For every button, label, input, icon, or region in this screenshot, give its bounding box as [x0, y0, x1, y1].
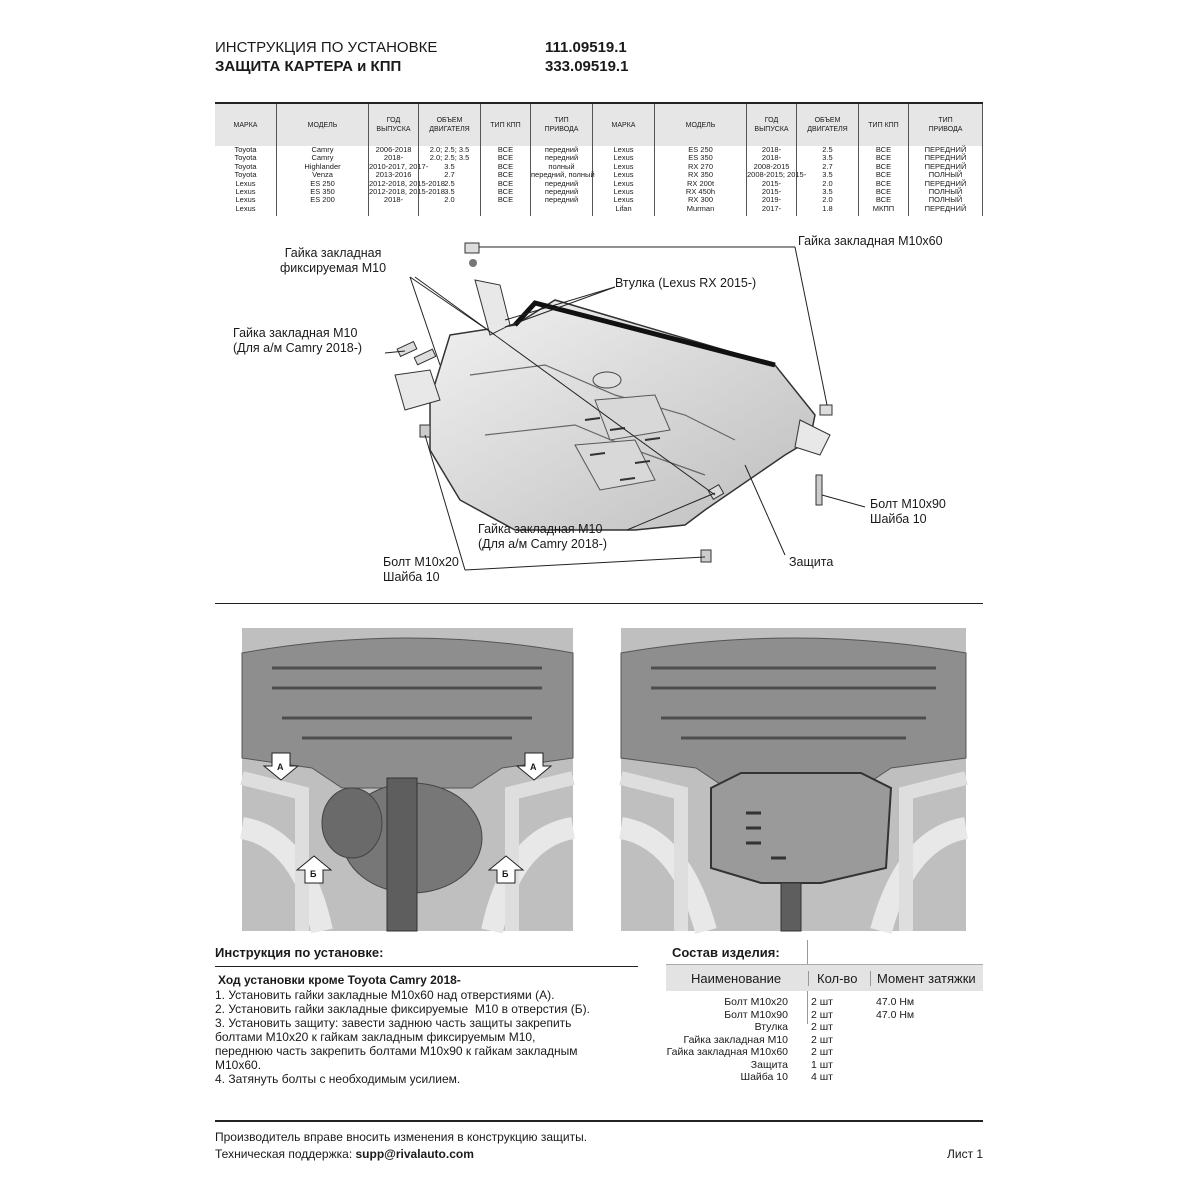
composition-header-torque: Момент затяжки	[870, 971, 976, 986]
compat-column: 2.5 3.5 2.7 3.5 2.0 3.5 2.0 1.8	[797, 146, 859, 216]
callout-bushing: Втулка (Lexus RX 2015-)	[615, 276, 757, 290]
composition-row	[600, 1021, 983, 1034]
composition-item-qty: 2 шт	[811, 996, 833, 1008]
compat-header-cell: ОБЪЕМ ДВИГАТЕЛЯ	[419, 104, 481, 146]
product-code-1: 111.09519.1	[545, 39, 627, 56]
composition-title: Состав изделия:	[672, 945, 780, 960]
composition-row	[600, 1034, 983, 1047]
compat-header-cell: ТИП КПП	[481, 104, 531, 146]
support-email-link[interactable]: supp@rivalauto.com	[355, 1147, 474, 1161]
composition-rows	[600, 996, 983, 1084]
footer-support-label: Техническая поддержка:	[215, 1147, 356, 1161]
compat-header-cell: МАРКА	[593, 104, 655, 146]
footer-support	[215, 1146, 474, 1162]
callout-bolt-m10x90: Болт М10х90 Шайба 10	[870, 497, 946, 526]
callout-nut-m10x60: Гайка закладная М10х60	[798, 234, 943, 248]
callout-fixed-nut: Гайка закладная фиксируемая М10	[280, 246, 387, 275]
photo-before-install	[242, 628, 573, 931]
doc-title-line2: ЗАЩИТА КАРТЕРА и КПП	[215, 58, 402, 75]
callout-protection: Защита	[789, 555, 834, 569]
plate-drain-hole	[593, 372, 621, 388]
instruction-step-1: 1. Установить гайки закладные М10х60 над отверстиями (А).	[215, 988, 555, 1002]
compat-column: Lexus Lexus Lexus Lexus Lexus Lexus Lexus Lifan	[593, 146, 655, 216]
composition-item-name: Защита	[750, 1058, 788, 1071]
compat-header-cell: МОДЕЛЬ	[277, 104, 369, 146]
compat-column: ВСЕ ВСЕ ВСЕ ВСЕ ВСЕ ВСЕ ВСЕ	[481, 146, 531, 216]
instruction-step-4: 4. Затянуть болты с необходимым усилием.	[215, 1072, 461, 1086]
nut-m10x60-icon	[820, 405, 832, 415]
compat-header-cell: ГОД ВЫПУСКА	[369, 104, 419, 146]
compat-column: 2018- 2018- 2008-2015 2008-2015; 2015- 2015- 2015- 2019- 2017-	[747, 146, 797, 216]
washer-icon	[469, 259, 477, 267]
marker-b-right: Б	[502, 869, 509, 879]
callout-nut-m10-camry-bottom: Гайка закладная М10 (Для а/м Camry 2018-)	[478, 522, 608, 551]
bolt-m10x20-icon	[701, 550, 711, 562]
footer-rule	[215, 1120, 983, 1122]
compat-column: 2006-2018 2018- 2010-2017, 2017- 2013-2016 2012-2018, 2015-2018 2012-2018, 2015-2018 2018-	[369, 146, 419, 216]
composition-item-torque	[852, 1046, 976, 1059]
composition-row	[600, 1009, 983, 1022]
composition-item-torque: 47.0 Нм	[876, 1008, 915, 1021]
composition-item-torque	[852, 1071, 976, 1084]
instructions-rule	[215, 966, 638, 967]
composition-row	[600, 1059, 983, 1072]
callout-bolt-m10x20: Болт М10х20 Шайба 10	[383, 555, 459, 584]
composition-item-torque	[852, 1034, 976, 1047]
composition-item-name: Болт М10х90	[724, 1008, 788, 1021]
composition-header-qty: Кол-во	[808, 971, 857, 986]
compat-column: Camry Camry Highlander Venza ES 250 ES 350 ES 200	[277, 146, 369, 216]
compat-header-cell: ТИП ПРИВОДА	[909, 104, 983, 146]
photo-after-install	[621, 628, 966, 931]
compat-column: ПЕРЕДНИЙ ПЕРЕДНИЙ ПЕРЕДНИЙ ПОЛНЫЙ ПЕРЕДНИЙ ПОЛНЫЙ ПОЛНЫЙ ПЕРЕДНИЙ	[909, 146, 983, 216]
composition-header-name: Наименование	[691, 971, 782, 986]
composition-item-name: Гайка закладная М10	[683, 1033, 788, 1046]
instruction-step-2: 2. Установить гайки закладные фиксируемые М10 в отверстия (Б).	[215, 1002, 591, 1016]
compat-column: ВСЕ ВСЕ ВСЕ ВСЕ ВСЕ ВСЕ ВСЕ МКПП	[859, 146, 909, 216]
marker-b-left: Б	[310, 869, 317, 879]
nut-m10x60-icon	[465, 243, 479, 253]
compat-column: ES 250 ES 350 RX 270 RX 350 RX 200t RX 450h RX 300 Murman	[655, 146, 747, 216]
composition-item-name: Шайба 10	[740, 1071, 788, 1083]
plate-bracket	[475, 280, 510, 335]
marker-a-right: А	[530, 762, 537, 772]
nut-m10-icon	[397, 342, 417, 357]
composition-item-name: Втулка	[754, 1021, 788, 1033]
composition-item-qty: 2 шт	[811, 1046, 833, 1058]
composition-row	[600, 1046, 983, 1059]
instructions-steps	[215, 988, 655, 1086]
composition-header	[666, 964, 983, 991]
bolt-m10x90-icon	[816, 475, 822, 505]
callout-nut-m10-camry-top: Гайка закладная М10 (Для а/м Camry 2018-)	[233, 326, 363, 355]
composition-item-name: Гайка закладная М10х60	[666, 1046, 788, 1058]
doc-title	[215, 38, 437, 76]
composition-item-qty: 1 шт	[811, 1058, 833, 1071]
compat-table	[215, 104, 983, 216]
instructions-title: Инструкция по установке:	[215, 945, 384, 960]
product-codes	[545, 38, 628, 76]
doc-title-line1: ИНСТРУКЦИЯ ПО УСТАНОВКЕ	[215, 39, 438, 56]
compat-table-header	[215, 104, 983, 146]
composition-item-torque: 47.0 Нм	[876, 996, 915, 1008]
compat-table-body	[215, 146, 983, 216]
compat-column: передний передний полный передний, полный передний передний передний	[531, 146, 593, 216]
compat-header-cell: ГОД ВЫПУСКА	[747, 104, 797, 146]
composition-row	[600, 996, 983, 1009]
composition-item-torque	[852, 1059, 976, 1072]
footer-note: Производитель вправе вносить изменения в конструкцию защиты.	[215, 1130, 588, 1144]
composition-item-torque	[852, 1021, 976, 1034]
sheet-number: Лист 1	[947, 1147, 984, 1161]
compat-header-cell: ТИП ПРИВОДА	[531, 104, 593, 146]
composition-item-qty: 2 шт	[811, 1008, 833, 1021]
marker-a-left: А	[277, 762, 284, 772]
product-code-2: 333.09519.1	[545, 58, 629, 75]
composition-item-name: Болт М10х20	[724, 996, 788, 1008]
composition-row	[600, 1071, 983, 1084]
compat-header-cell: ТИП КПП	[859, 104, 909, 146]
composition-item-qty: 2 шт	[811, 1033, 833, 1046]
compat-header-cell: ОБЪЕМ ДВИГАТЕЛЯ	[797, 104, 859, 146]
compat-header-cell: МОДЕЛЬ	[655, 104, 747, 146]
instructions-subtitle: Ход установки кроме Toyota Camry 2018-	[218, 973, 461, 987]
compat-column: Toyota Toyota Toyota Toyota Lexus Lexus Lexus Lexus	[215, 146, 277, 216]
composition-item-qty: 4 шт	[811, 1071, 833, 1083]
compat-header-cell: МАРКА	[215, 104, 277, 146]
composition-item-qty: 2 шт	[811, 1021, 833, 1033]
nut-m10-icon	[414, 349, 436, 365]
section-divider	[215, 603, 983, 604]
instruction-step-3: 3. Установить защиту: завести заднюю часть защиты закрепить болтами М10х20 к гайкам закладным фиксируемым М10, переднюю часть закрепить болтами М10х90 к гайкам закладным М10х60.	[215, 1016, 578, 1072]
compat-column: 2.0; 2.5; 3.5 2.0; 2.5; 3.5 3.5 2.7 2.5 3.5 2.0	[419, 146, 481, 216]
